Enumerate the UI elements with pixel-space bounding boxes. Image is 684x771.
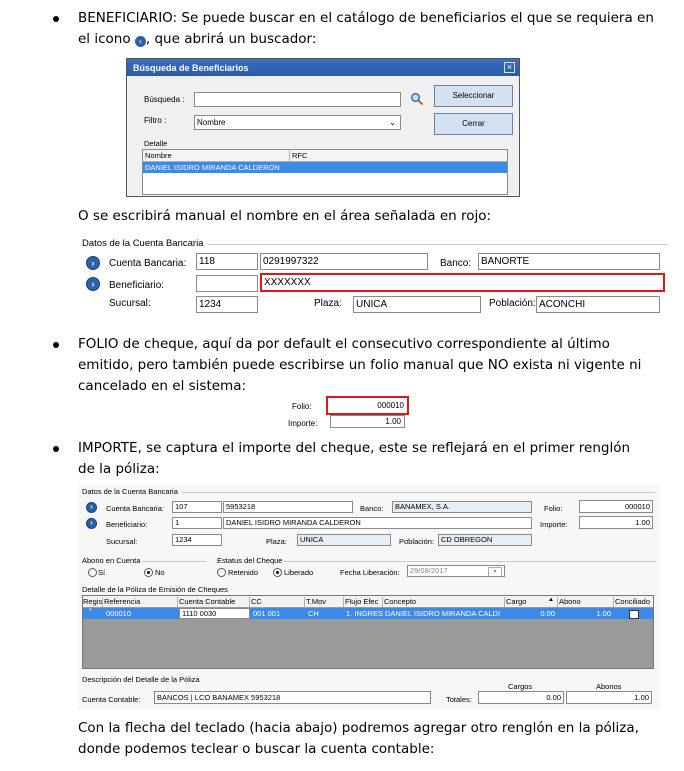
divider <box>284 561 656 562</box>
form-title: Datos de la Cuenta Bancaria <box>82 487 178 496</box>
folio-label: Folio: <box>544 504 563 513</box>
cuenta-code-field[interactable]: 107 <box>172 501 222 513</box>
sort-asc-icon: ▲ <box>548 597 554 603</box>
beneficiario-code-field[interactable] <box>196 275 258 292</box>
paragraph-manual: O se escribirá manual el nombre en el área señalada en rojo: <box>78 208 492 224</box>
desc-title: Descripción del Detalle de la Póliza <box>82 675 200 684</box>
detalle-title: Detalle de la Póliza de Emisión de Cheques <box>82 585 228 594</box>
close-icon[interactable]: × <box>504 62 515 73</box>
row-tmov: CH <box>308 609 319 618</box>
poblacion-label: Población: <box>399 537 435 546</box>
sucursal-field[interactable]: 1234 <box>196 296 258 313</box>
row-rfc-cell <box>290 162 507 173</box>
divider <box>142 561 206 562</box>
paragraph-beneficiario-line1: BENEFICIARIO: Se puede buscar en el catálogo de beneficiarios el que se requiera en <box>78 10 654 26</box>
paragraph-text: el icono <box>78 31 135 47</box>
paragraph-folio-line3: cancelado en el sistema: <box>78 378 247 394</box>
col-flujo[interactable]: Flujo Efec <box>345 597 383 607</box>
importe-label: Importe: <box>540 520 568 529</box>
importe-field[interactable]: 1.00 <box>330 415 405 428</box>
banco-field[interactable]: BANAMEX, S.A. <box>392 501 532 513</box>
cuenta-num-field[interactable]: 5953218 <box>223 501 353 513</box>
col-referencia[interactable]: Referencia <box>104 597 178 607</box>
col-divider <box>289 150 290 161</box>
paragraph-importe-line2: de la póliza: <box>78 461 160 477</box>
folio-field[interactable]: 000010 <box>579 500 653 513</box>
col-tmov[interactable]: T.Mov <box>306 597 344 607</box>
arrow-circle-icon[interactable]: › <box>86 256 100 270</box>
col-conciliado[interactable]: Conciliado <box>615 597 651 606</box>
plaza-field[interactable]: UNICA <box>353 296 481 313</box>
poblacion-label: Población: <box>489 298 536 309</box>
close-button[interactable]: Cerrar <box>434 113 513 135</box>
folio-field[interactable]: 000010 <box>326 396 409 415</box>
col-regis[interactable]: Regis <box>83 597 103 606</box>
col-cargo[interactable] <box>506 597 558 607</box>
cargos-label: Cargos <box>508 682 533 691</box>
row-referencia: 000010 <box>106 609 132 618</box>
filter-select-value: Nombre <box>197 118 226 127</box>
paragraph-beneficiario-line2 <box>78 29 316 50</box>
col-rfc[interactable]: RFC <box>292 151 308 160</box>
sucursal-label: Sucursal: <box>109 298 151 309</box>
col-abono[interactable]: Abono <box>559 597 614 607</box>
sucursal-field[interactable]: 1234 <box>172 534 222 546</box>
select-button[interactable]: Seleccionar <box>434 85 513 107</box>
radio-retenido-label: Retenido <box>228 568 259 577</box>
plaza-field[interactable]: UNICA <box>297 534 391 546</box>
plaza-label: Plaza: <box>266 537 287 546</box>
paragraph-text: , que abrirá un buscador: <box>145 31 317 47</box>
grid-header <box>143 150 507 162</box>
plaza-label: Plaza: <box>314 298 342 309</box>
results-grid <box>142 149 508 195</box>
estatus-group-title: Estatus del Cheque <box>217 556 283 565</box>
col-concepto[interactable]: Concepto <box>384 597 505 607</box>
col-cargo-label: Cargo <box>506 597 527 606</box>
filter-select[interactable] <box>194 115 401 130</box>
filtro-label: Filtro : <box>144 116 167 125</box>
poblacion-field[interactable]: CD OBREGON <box>438 534 532 546</box>
fecha-field[interactable] <box>407 565 505 577</box>
banco-field[interactable]: BANORTE <box>478 253 660 270</box>
sucursal-label: Sucursal: <box>106 537 138 546</box>
cuenta-contable-field[interactable]: BANCOS | LCO BANAMEX 5953218 <box>154 691 431 704</box>
paragraph-closing-line1: Con la flecha del teclado (hacia abajo) podremos agregar otro renglón en la póliza, <box>78 720 639 736</box>
abonos-label: Abonos <box>596 682 622 691</box>
form-title: Datos de la Cuenta Bancaria <box>82 238 204 249</box>
beneficiario-code-field[interactable]: 1 <box>172 517 222 529</box>
detail-grid <box>82 595 654 669</box>
conciliado-checkbox[interactable] <box>629 610 639 619</box>
cuenta-code-field[interactable]: 118 <box>196 253 258 270</box>
radio-si[interactable] <box>88 568 97 577</box>
calendar-icon[interactable]: ▾ <box>488 567 502 577</box>
cuenta-contable-label: Cuenta Contable: <box>82 695 141 704</box>
dialog-title: Búsqueda de Beneficiarios <box>133 63 249 73</box>
fecha-value: 29/08/2017 <box>410 566 448 575</box>
row-cuenta-input[interactable]: 1110 0030 <box>179 608 250 619</box>
row-abono: 1.00 <box>596 609 611 618</box>
paragraph-closing-line2: donde podemos teclear o buscar la cuenta contable: <box>78 741 435 757</box>
paragraph-importe-line1: IMPORTE, se captura el importe del cheque, este se reflejará en el primer renglón <box>78 440 631 456</box>
radio-no-label: No <box>155 568 165 577</box>
row-cc: 001 001 <box>253 609 281 618</box>
search-input[interactable] <box>194 92 401 107</box>
arrow-circle-icon[interactable]: › <box>86 277 100 291</box>
bullet-dot <box>53 16 59 22</box>
beneficiario-label: Beneficiario: <box>106 520 148 529</box>
cuenta-form <box>78 236 668 322</box>
row-cargo: 0.00 <box>540 609 555 618</box>
row-concepto: DANIEL ISIDRO MIRANDA CALDI <box>385 609 501 618</box>
abono-group-title: Abono en Cuenta <box>82 556 141 565</box>
row-flujo: 1. INGRES <box>346 609 383 618</box>
divider <box>208 244 668 245</box>
radio-no[interactable] <box>144 568 153 577</box>
arrow-circle-icon[interactable]: › <box>86 518 97 529</box>
radio-dot <box>276 571 279 574</box>
radio-liberado[interactable] <box>273 568 282 577</box>
arrow-circle-icon[interactable]: › <box>86 502 97 513</box>
col-cc[interactable]: CC <box>251 597 305 607</box>
search-circle-icon: › <box>135 36 146 47</box>
col-cuenta-contable[interactable]: Cuenta Contable <box>179 597 250 607</box>
col-nombre[interactable]: Nombre <box>145 151 172 160</box>
detalle-label: Detalle <box>144 139 168 148</box>
cuenta-label: Cuenta Bancaria: <box>109 258 187 269</box>
search-icon[interactable] <box>410 92 424 106</box>
cuenta-label: Cuenta Bancaria: <box>106 504 164 513</box>
banco-label: Banco: <box>440 258 472 269</box>
paragraph-folio-line2: emitido, pero también puede escribirse un folio manual que NO exista ni vigente ni <box>78 357 642 373</box>
busqueda-label: Búsqueda : <box>144 95 185 104</box>
chevron-down-icon: ⌄ <box>389 118 396 127</box>
radio-retenido[interactable] <box>217 568 226 577</box>
beneficiario-label: Beneficiario: <box>109 280 165 291</box>
row-nombre: DANIEL ISIDRO MIRANDA CALDERON <box>145 163 280 172</box>
beneficiario-name-field[interactable]: DANIEL ISIDRO MIRANDA CALDERON <box>223 517 532 529</box>
fecha-label: Fecha Liberación: <box>340 568 400 577</box>
importe-field[interactable]: 1.00 <box>579 516 653 529</box>
divider <box>182 492 655 493</box>
poblacion-field[interactable]: ACONCHI <box>536 296 660 313</box>
search-dialog <box>126 58 520 197</box>
bullet-dot <box>53 342 59 348</box>
radio-dot <box>147 571 150 574</box>
total-cargos-field: 0.00 <box>478 691 564 704</box>
importe-label: Importe: <box>288 419 318 428</box>
beneficiario-name-field[interactable]: XXXXXXX <box>260 273 665 292</box>
bullet-dot <box>53 446 59 452</box>
radio-liberado-label: Liberado <box>284 568 314 577</box>
cheque-form <box>78 484 660 710</box>
cuenta-num-field[interactable]: 0291997322 <box>260 253 428 270</box>
row-indicator-icon: * <box>89 608 92 615</box>
total-abonos-field: 1.00 <box>566 691 652 704</box>
folio-label: Folio: <box>292 402 312 411</box>
radio-si-label: Sí <box>98 568 106 577</box>
totales-label: Totales: <box>446 695 472 704</box>
paragraph-folio-line1: FOLIO de cheque, aquí da por default el consecutivo correspondiente al último <box>78 336 610 352</box>
banco-label: Banco: <box>360 504 384 513</box>
